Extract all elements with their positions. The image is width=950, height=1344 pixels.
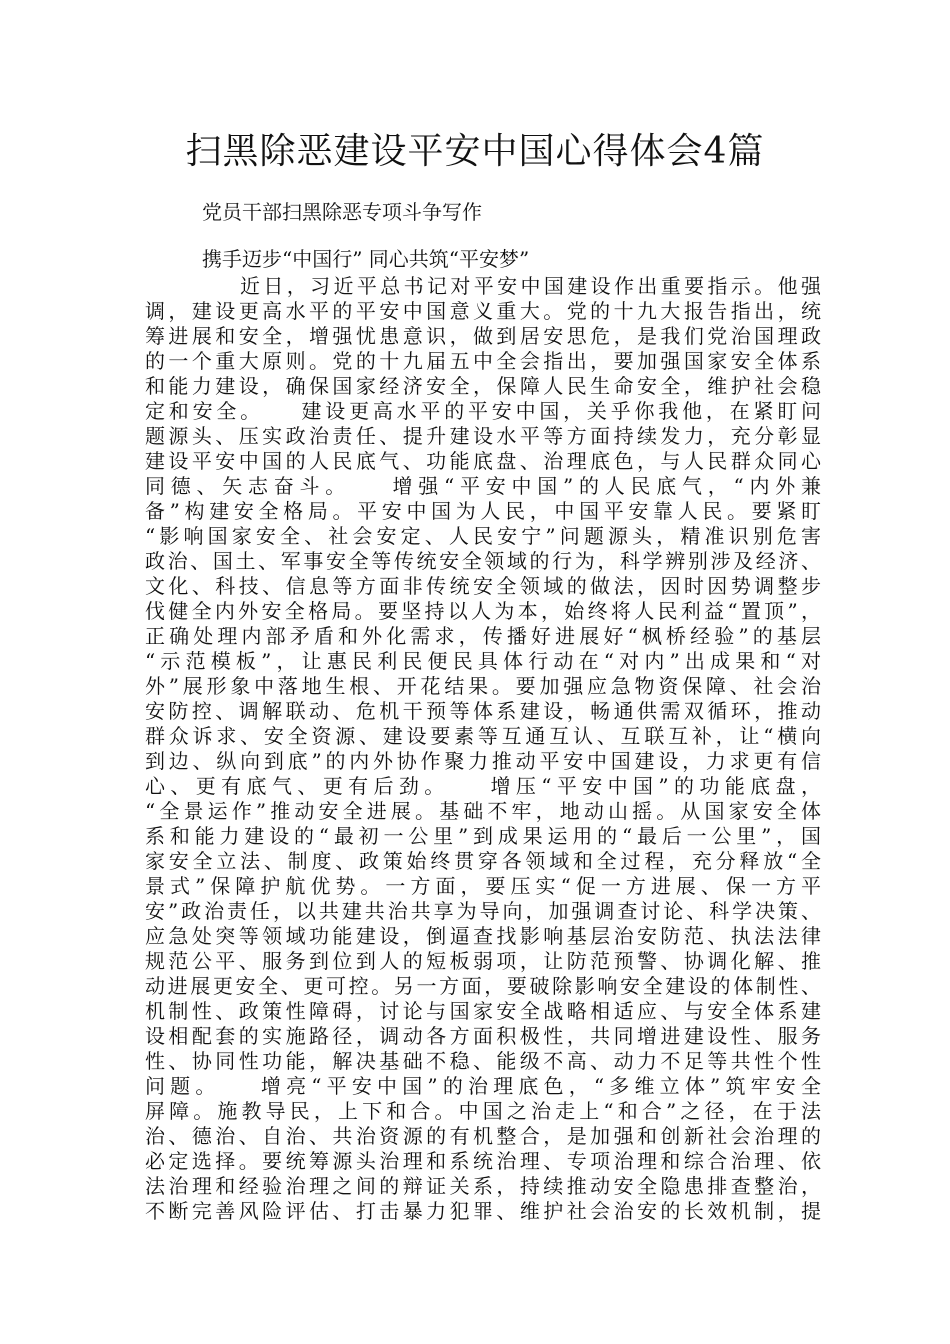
body-line: 心、更有底气、更有后劲。 增压“平安中国”的功能底盘， — [145, 774, 821, 798]
body-line: 性、协同性功能，解决基础不稳、能级不高、动力不足等共性个性 — [145, 1049, 821, 1073]
body-line: 筹进展和安全，增强忧患意识，做到居安思危，是我们党治国理政 — [145, 324, 821, 348]
body-line: “影响国家安全、社会安定、人民安宁”问题源头，精准识别危害 — [145, 524, 821, 548]
body-line: 题源头、压实政治责任、提升建设水平等方面持续发力，充分彰显 — [145, 424, 821, 448]
body-line: 设相配套的实施路径，调动各方面积极性，共同增进建设性、服务 — [145, 1024, 821, 1048]
article-heading: 携手迈步“中国行” 同心共筑“平安梦” — [202, 247, 530, 271]
article-body — [145, 274, 821, 1224]
body-line: 近日，习近平总书记对平安中国建设作出重要指示。他强 — [240, 274, 821, 298]
body-line: 安防控、调解联动、危机干预等体系建设，畅通供需双循环，推动 — [145, 699, 821, 723]
body-line: 屏障。施教导民，上下和合。中国之治走上“和合”之径，在于法 — [145, 1099, 821, 1123]
body-line: 文化、科技、信息等方面非传统安全领域的做法，因时因势调整步 — [145, 574, 821, 598]
body-line: 家安全立法、制度、政策始终贯穿各领域和全过程，充分释放“全 — [145, 849, 821, 873]
body-line: 定和安全。 建设更高水平的平安中国，关乎你我他，在紧盯问 — [145, 399, 821, 423]
body-line: 备”构建安全格局。平安中国为人民，中国平安靠人民。要紧盯 — [145, 499, 821, 523]
body-line: 系和能力建设的“最初一公里”到成果运用的“最后一公里”，国 — [145, 824, 821, 848]
body-line: 应急处突等领域功能建设，倒逼查找影响基层治安防范、执法法律 — [145, 924, 821, 948]
body-line: 外”展形象中落地生根、开花结果。要加强应急物资保障、社会治 — [145, 674, 821, 698]
body-line: 伐健全内外安全格局。要坚持以人为本，始终将人民利益“置顶”， — [145, 599, 821, 623]
body-line: “示范模板”，让惠民利民便民具体行动在“对内”出成果和“对 — [145, 649, 821, 673]
body-line: 和能力建设，确保国家经济安全，保障人民生命安全，维护社会稳 — [145, 374, 821, 398]
body-line: 建设平安中国的人民底气、功能底盘、治理底色，与人民群众同心 — [145, 449, 821, 473]
document-title: 扫黑除恶建设平安中国心得体会4篇 — [185, 131, 765, 172]
document-subtitle: 党员干部扫黑除恶专项斗争写作 — [202, 200, 482, 224]
body-line: “全景运作”推动安全进展。基础不牢，地动山摇。从国家安全体 — [145, 799, 821, 823]
body-line: 景式”保障护航优势。一方面，要压实“促一方进展、保一方平 — [145, 874, 821, 898]
body-line: 问题。 增亮“平安中国”的治理底色，“多维立体”筑牢安全 — [145, 1074, 821, 1098]
body-line: 政治、国土、军事安全等传统安全领域的行为，科学辨别涉及经济、 — [145, 549, 821, 573]
body-line: 到边、纵向到底”的内外协作聚力推动平安中国建设，力求更有信 — [145, 749, 821, 773]
body-line: 治、德治、自治、共治资源的有机整合，是加强和创新社会治理的 — [145, 1124, 821, 1148]
body-line: 动进展更安全、更可控。另一方面，要破除影响安全建设的体制性、 — [145, 974, 821, 998]
body-line: 机制性、政策性障碍，讨论与国家安全战略相适应、与安全体系建 — [145, 999, 821, 1023]
body-line: 不断完善风险评估、打击暴力犯罪、维护社会治安的长效机制，提 — [145, 1199, 821, 1223]
body-line: 必定选择。要统筹源头治理和系统治理、专项治理和综合治理、依 — [145, 1149, 821, 1173]
body-line: 同德、矢志奋斗。 增强“平安中国”的人民底气，“内外兼 — [145, 474, 821, 498]
body-line: 调，建设更高水平的平安中国意义重大。党的十九大报告指出，统 — [145, 299, 821, 323]
body-line: 的一个重大原则。党的十九届五中全会指出，要加强国家安全体系 — [145, 349, 821, 373]
body-line: 正确处理内部矛盾和外化需求，传播好进展好“枫桥经验”的基层 — [145, 624, 821, 648]
body-line: 群众诉求、安全资源、建设要素等互通互认、互联互补，让“横向 — [145, 724, 821, 748]
body-line: 安”政治责任，以共建共治共享为导向，加强调查讨论、科学决策、 — [145, 899, 821, 923]
body-line: 法治理和经验治理之间的辩证关系，持续推动安全隐患排查整治， — [145, 1174, 821, 1198]
body-line: 规范公平、服务到位到人的短板弱项，让防范预警、协调化解、推 — [145, 949, 821, 973]
